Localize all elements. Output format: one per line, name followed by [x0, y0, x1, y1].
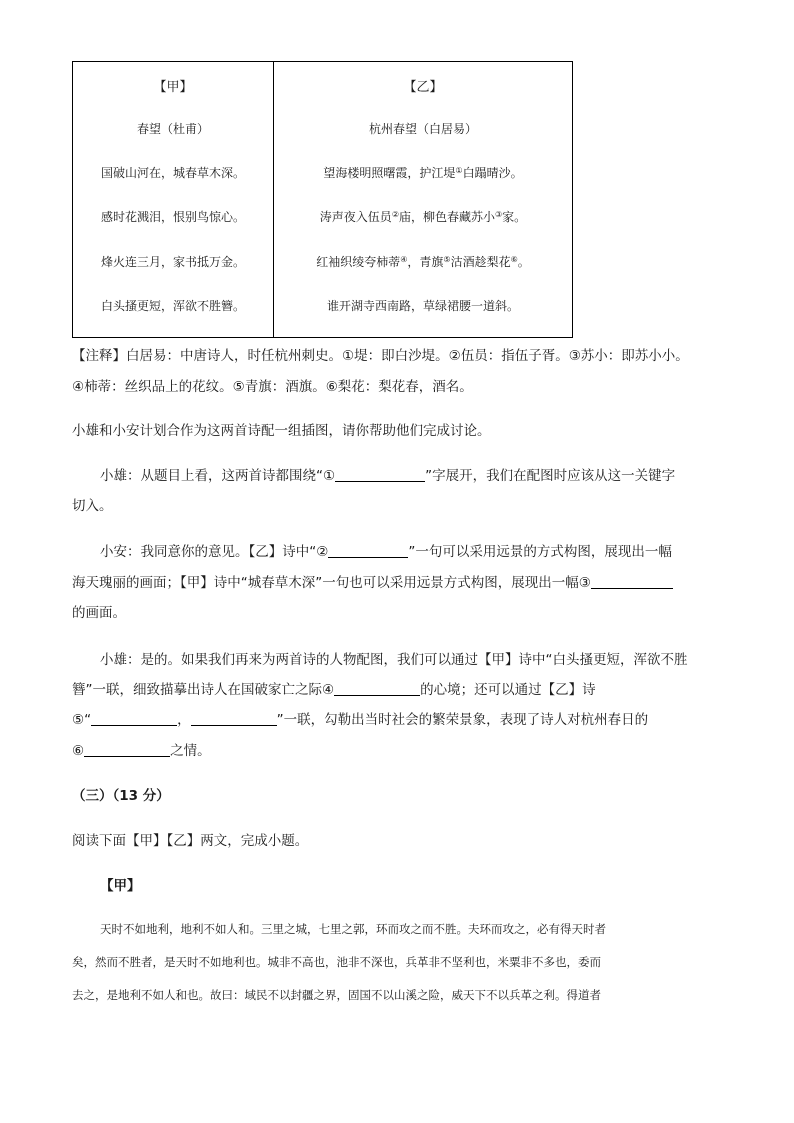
poem-yi-text: 涛声夜入伍员: [319, 210, 392, 224]
answer-blank-1[interactable]: [335, 467, 425, 482]
poem-yi-text: 白蹋晴沙。: [462, 166, 523, 180]
dialogue-line: [72, 741, 211, 761]
dialogue-text: ”字展开，我们在配图时应该从这一关键字: [425, 468, 676, 484]
poem-jia-line: 感时花溅泪，恨别鸟惊心。: [100, 210, 245, 224]
dialogue-text: 之情。: [170, 743, 211, 759]
poem-jia-title: 春望（杜甫）: [136, 122, 209, 136]
annotation-marker: ⑥: [510, 255, 518, 264]
poem-yi-text: 红袖织绫夸柿蒂: [316, 255, 401, 269]
poem-yi-line-4: 谁开湖寺西南路，草绿裙腰一道斜。: [326, 299, 519, 313]
poem-yi-text: ，青旗: [407, 255, 444, 269]
dialogue-text: 小雄：是的。如果我们再来为两首诗的人物配图，我们可以通过【甲】诗中“白头搔更短，浑欲不胜: [100, 652, 688, 668]
poem-yi-line-1: [274, 164, 572, 181]
note-line: ④柿蒂：丝织品上的花纹。⑤青旗：酒旗。⑥梨花：梨花春，酒名。: [72, 379, 473, 395]
poem-yi-text: 庙，柳色春藏苏小: [398, 210, 495, 224]
dialogue-text: 簪”一联，细致描摹出诗人在国破家亡之际④: [72, 682, 335, 698]
poem-yi-text: 家。: [502, 210, 527, 224]
poem-yi-cell: [274, 62, 572, 337]
answer-blank-6[interactable]: [84, 742, 170, 757]
poem-yi-line-3: [274, 253, 572, 270]
poem-jia-line: 国破山河在，城春草木深。: [100, 166, 245, 180]
reading-instruction: 阅读下面【甲】【乙】两文，完成小题。: [72, 833, 309, 849]
annotation-marker: ⑤: [443, 255, 451, 264]
dialogue-text: 的画面。: [72, 605, 126, 621]
poem-yi-text: 。: [517, 255, 530, 269]
annotation-marker: ③: [495, 210, 503, 219]
poem-yi-line-2: [274, 208, 572, 225]
poem-yi-text: 望海楼明照曙霞，护江堤: [323, 166, 456, 180]
dialogue-line: [72, 573, 673, 593]
answer-blank-4[interactable]: [334, 681, 420, 696]
answer-blank-5b[interactable]: [191, 711, 277, 726]
annotation-marker: ②: [391, 210, 399, 219]
dialogue-text: 海天瑰丽的画面；【甲】诗中“城春草木深”一句也可以采用远景方式构图，展现出一幅③: [72, 575, 591, 591]
dialogue-line: [100, 466, 675, 486]
dialogue-text: 小安：我同意你的意见。【乙】诗中“②: [100, 544, 329, 560]
answer-blank-5a[interactable]: [91, 711, 177, 726]
poem-yi-label: 【乙】: [403, 80, 443, 95]
ancient-text-line: 矣，然而不胜者，是天时不如地利也。城非不高也，池非不深也，兵革非不坚利也，米粟非不多也，委而: [72, 955, 601, 969]
answer-blank-2[interactable]: [328, 543, 408, 558]
annotation-marker: ④: [400, 255, 408, 264]
dialogue-text: ”一句可以采用远景的方式构图，展现出一幅: [408, 544, 672, 560]
dialogue-text: 小雄：从题目上看，这两首诗都围绕“①: [100, 468, 336, 484]
poem-table: [72, 61, 573, 338]
poem-jia-line: 白头搔更短，浑欲不胜簪。: [100, 299, 245, 313]
poem-yi-text: 沽酒趁梨花: [450, 255, 511, 269]
dialogue-text: ⑤“: [72, 712, 92, 728]
intro-text: 小雄和小安计划合作为这两首诗配一组插图，请你帮助他们完成讨论。: [72, 423, 491, 439]
poem-jia-line: 烽火连三月，家书抵万金。: [100, 255, 245, 269]
ancient-text-line: 去之，是地利不如人和也。故曰：域民不以封疆之界，固国不以山溪之险，威天下不以兵革之利。得道者: [72, 988, 601, 1002]
dialogue-line: [72, 710, 648, 730]
annotation-marker: ①: [455, 166, 463, 175]
note-line: 【注释】白居易：中唐诗人，时任杭州刺史。①堤：即白沙堤。②伍员：指伍子胥。③苏小：即苏小小。: [72, 348, 689, 364]
dialogue-text: ”一联，勾勒出当时社会的繁荣景象，表现了诗人对杭州春日的: [276, 712, 649, 728]
poem-jia-label: 【甲】: [153, 80, 193, 95]
poem-yi-title: 杭州春望（白居易）: [368, 122, 477, 136]
poem-jia-cell: [73, 62, 274, 337]
dialogue-text: 切入。: [72, 498, 113, 514]
dialogue-line: [72, 680, 596, 700]
ancient-text-line: 天时不如地利，地利不如人和。三里之城，七里之郭，环而攻之而不胜。夫环而攻之，必有得天时者: [100, 922, 606, 936]
passage-label: 【甲】: [100, 878, 141, 894]
section-heading: （三）（13 分）: [72, 788, 170, 804]
dialogue-text: ，: [177, 712, 191, 728]
dialogue-text: 的心境；还可以通过【乙】诗: [420, 682, 596, 698]
dialogue-line: [100, 542, 672, 562]
answer-blank-3[interactable]: [591, 574, 673, 589]
dialogue-text: ⑥: [72, 743, 85, 759]
